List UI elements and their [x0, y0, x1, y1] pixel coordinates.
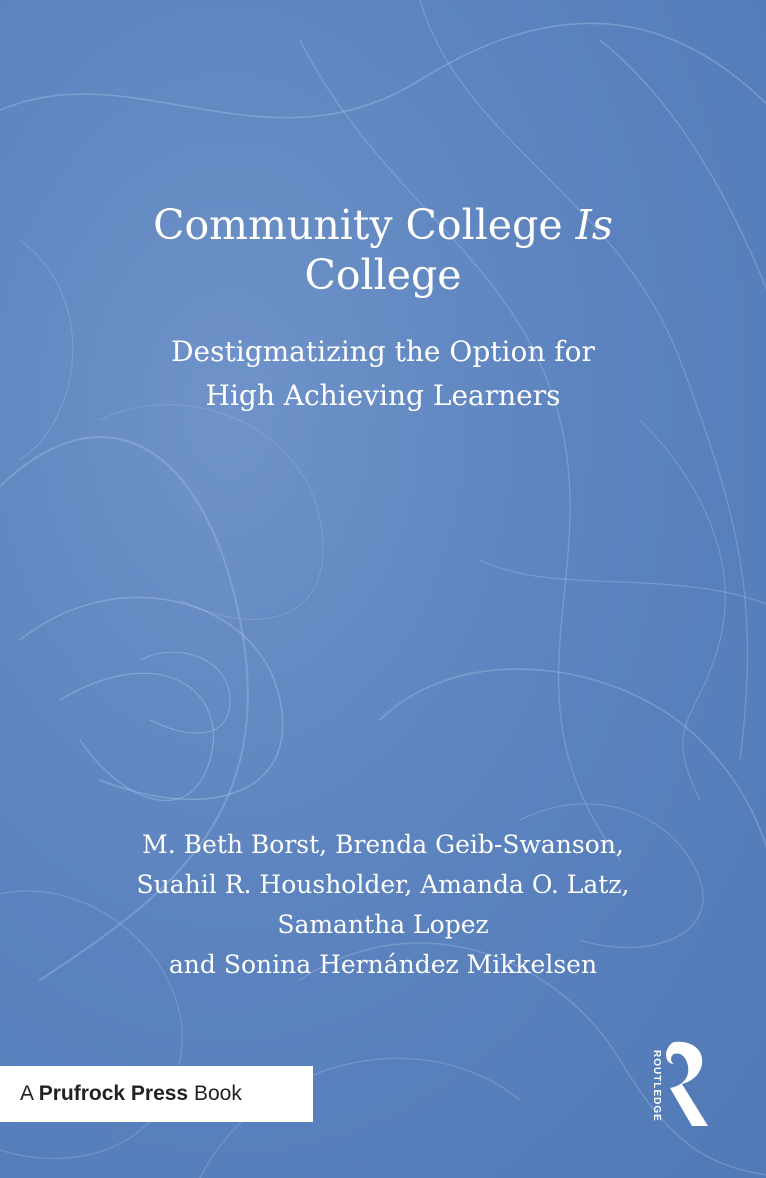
book-title: [60, 200, 706, 300]
title-emphasis: Is: [575, 201, 613, 249]
author-line: Samantha Lopez: [277, 910, 489, 939]
author-line: and Sonina Hernández Mikkelsen: [168, 950, 598, 979]
routledge-r-icon: [644, 1036, 714, 1132]
author-line: Suahil R. Housholder, Amanda O. Latz,: [136, 870, 630, 899]
subtitle-line-1: Destigmatizing the Option for: [171, 335, 595, 368]
title-line-1: [60, 200, 706, 250]
series-imprint-label: [0, 1066, 313, 1122]
series-prefix: A: [20, 1082, 33, 1105]
series-name: Prufrock Press: [38, 1082, 189, 1105]
book-subtitle: [60, 330, 706, 418]
author-list: [60, 825, 706, 985]
subtitle-line-2: High Achieving Learners: [205, 379, 561, 412]
series-suffix: Book: [193, 1082, 242, 1105]
title-line-2: College: [304, 251, 462, 299]
publisher-wordmark: ROUTLEDGE: [651, 1050, 662, 1122]
title-text: Community College: [153, 201, 576, 249]
author-line: M. Beth Borst, Brenda Geib-Swanson,: [142, 830, 624, 859]
